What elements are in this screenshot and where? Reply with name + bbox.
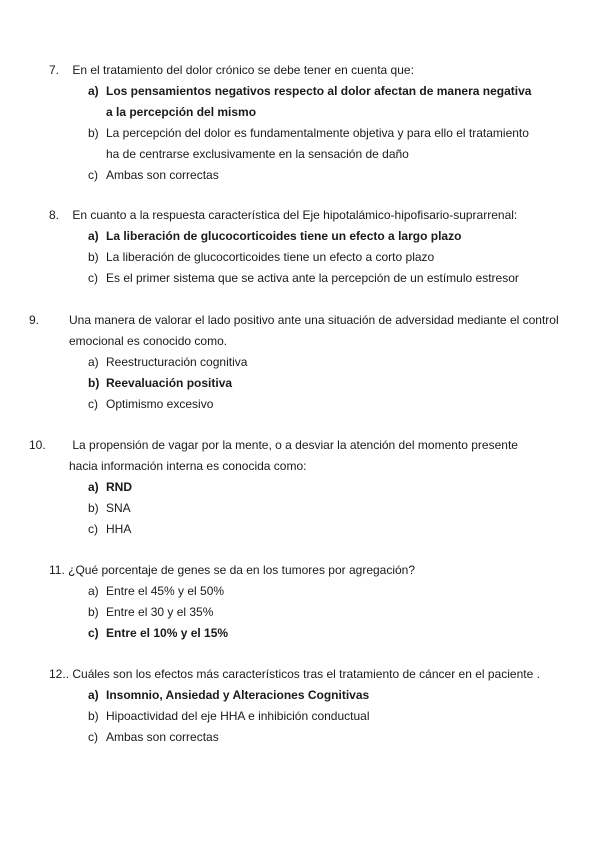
question-number: 12. <box>49 667 66 681</box>
option-letter: b) <box>88 501 99 515</box>
option-letter: a) <box>88 355 99 369</box>
question-number: 8. <box>49 208 60 222</box>
option-letter: c) <box>88 271 98 285</box>
question-text-continued: hacia información interna es conocida como: <box>69 459 307 473</box>
option-text: Los pensamientos negativos respecto al dolor afectan de manera negativa <box>106 84 532 98</box>
question-stem <box>49 205 569 226</box>
option-text: Ambas son correctas <box>106 730 219 744</box>
question-stem <box>29 435 569 477</box>
option-c <box>49 268 569 289</box>
option-a <box>49 581 569 602</box>
question-9 <box>29 310 569 415</box>
option-b <box>49 602 569 623</box>
option-letter: a) <box>88 480 99 494</box>
question-number: 7. <box>49 63 60 77</box>
option-text: Ambas son correctas <box>106 168 219 182</box>
option-letter: b) <box>88 376 100 390</box>
question-number: 10. <box>29 438 46 452</box>
question-stem <box>49 664 569 685</box>
option-letter: a) <box>88 584 99 598</box>
option-letter: a) <box>88 84 99 98</box>
option-letter: c) <box>88 730 98 744</box>
option-a-correct <box>49 477 569 498</box>
option-text: Insomnio, Ansiedad y Alteraciones Cognitivas <box>106 688 370 702</box>
question-7 <box>49 60 569 186</box>
question-stem <box>49 560 569 581</box>
question-text: En el tratamiento del dolor crónico se debe tener en cuenta que: <box>72 63 414 77</box>
question-number: 9. <box>29 313 40 327</box>
question-text: Una manera de valorar el lado positivo ante una situación de adversidad mediante el control <box>69 313 559 327</box>
option-text-continued: ha de centrarse exclusivamente en la sensación de daño <box>106 147 409 161</box>
question-number: 11. <box>49 563 65 577</box>
option-text: RND <box>106 480 132 494</box>
question-text: La propensión de vagar por la mente, o a desviar la atención del momento presente <box>72 438 518 452</box>
question-stem <box>29 310 569 352</box>
option-text: SNA <box>106 501 131 515</box>
option-text: Entre el 45% y el 50% <box>106 584 225 598</box>
option-list <box>49 581 569 644</box>
option-b-correct <box>49 373 569 394</box>
option-a-correct <box>49 685 569 706</box>
option-letter: b) <box>88 605 99 619</box>
option-text: La liberación de glucocorticoides tiene un efecto a corto plazo <box>106 250 435 264</box>
option-letter: c) <box>88 626 99 640</box>
option-text-continued: a la percepción del mismo <box>106 105 257 119</box>
option-letter: c) <box>88 397 98 411</box>
option-text: La percepción del dolor es fundamentalmente objetiva y para ello el tratamiento <box>106 126 529 140</box>
option-list <box>49 352 569 415</box>
option-b <box>49 247 569 268</box>
option-list <box>49 685 569 748</box>
option-b <box>49 706 569 727</box>
question-text: ¿Qué porcentaje de genes se da en los tumores por agregación? <box>68 563 416 577</box>
option-text: Entre el 10% y el 15% <box>106 626 229 640</box>
option-text: La liberación de glucocorticoides tiene un efecto a largo plazo <box>106 229 462 243</box>
option-list <box>49 81 569 186</box>
option-text: Entre el 30 y el 35% <box>106 605 214 619</box>
question-11 <box>49 560 569 644</box>
option-text: Hipoactividad del eje HHA e inhibición conductual <box>106 709 370 723</box>
option-a-correct <box>49 226 569 247</box>
option-c <box>49 519 569 540</box>
question-text: . Cuáles son los efectos más característicos tras el tratamiento de cáncer en el paciente . <box>65 667 540 681</box>
option-letter: b) <box>88 126 99 140</box>
option-text: Reevaluación positiva <box>106 376 233 390</box>
option-letter: b) <box>88 709 99 723</box>
option-text: Es el primer sistema que se activa ante la percepción de un estímulo estresor <box>106 271 519 285</box>
question-10 <box>29 435 569 540</box>
option-letter: a) <box>88 688 99 702</box>
option-list <box>49 226 569 289</box>
question-8 <box>49 205 569 289</box>
option-letter: c) <box>88 522 98 536</box>
option-list <box>49 477 569 540</box>
option-text: Reestructuración cognitiva <box>106 355 248 369</box>
option-a <box>49 352 569 373</box>
option-b <box>49 498 569 519</box>
option-text: HHA <box>106 522 132 536</box>
option-letter: c) <box>88 168 98 182</box>
option-c-correct <box>49 623 569 644</box>
question-12 <box>49 664 569 748</box>
option-c <box>49 394 569 415</box>
question-text-continued: emocional es conocido como. <box>69 334 228 348</box>
option-b <box>49 123 569 165</box>
option-c <box>49 727 569 748</box>
option-a-correct <box>49 81 569 123</box>
option-text: Optimismo excesivo <box>106 397 214 411</box>
option-letter: a) <box>88 229 99 243</box>
option-letter: b) <box>88 250 99 264</box>
option-c <box>49 165 569 186</box>
question-stem <box>49 60 569 81</box>
question-text: En cuanto a la respuesta característica del Eje hipotalámico-hipofisario-suprarrenal: <box>72 208 518 222</box>
